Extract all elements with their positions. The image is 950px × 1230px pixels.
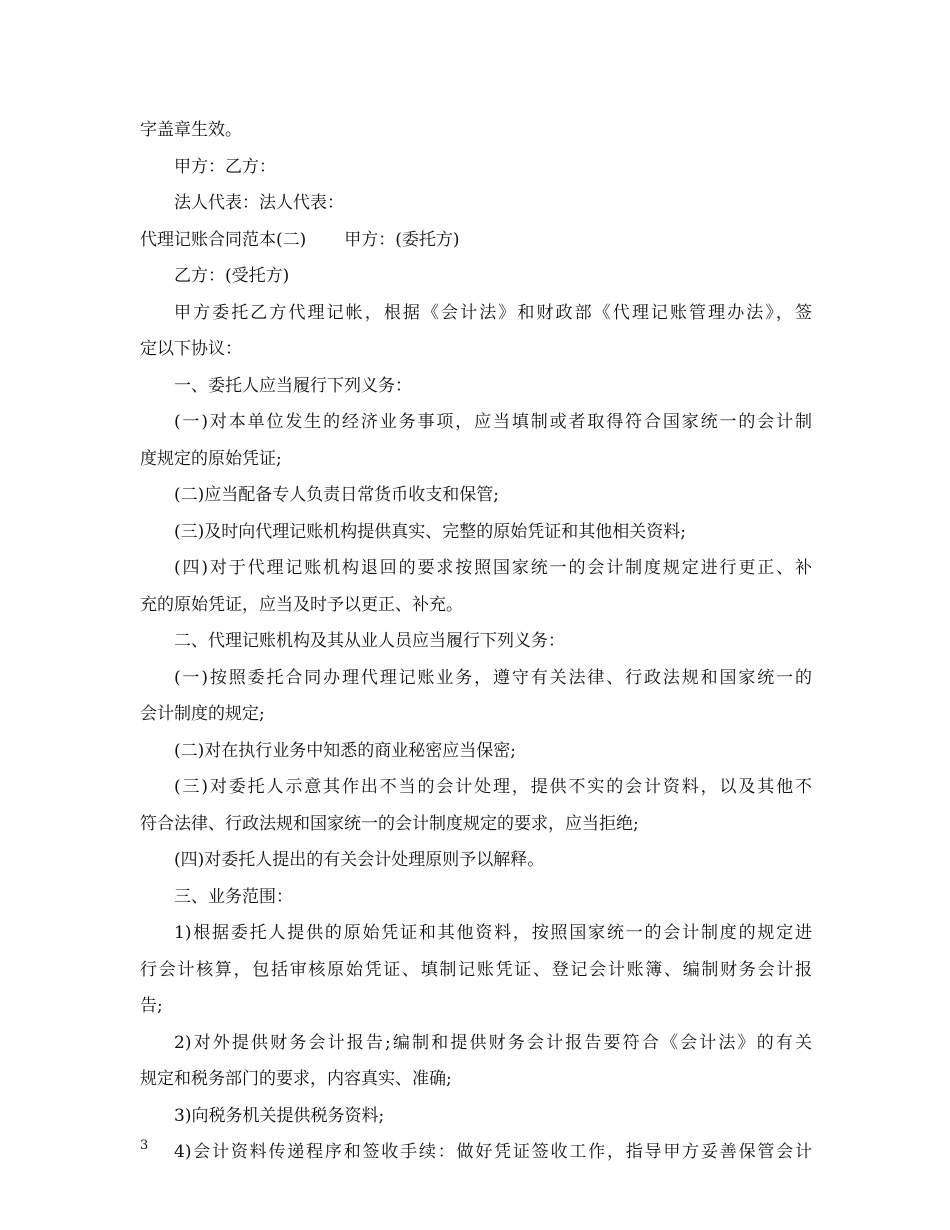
text-line: 告;	[140, 996, 163, 1016]
text-line: 会计制度的规定;	[140, 704, 265, 724]
text-line: 一、委托人应当履行下列义务：	[174, 375, 412, 396]
text-line: 度规定的原始凭证;	[140, 448, 282, 469]
text-line: (二)对在执行业务中知悉的商业秘密应当保密;	[174, 740, 516, 761]
text-line: 符合法律、行政法规和国家统一的会计制度规定的要求，应当拒绝;	[140, 813, 639, 834]
text-line: 乙方：(受托方)	[174, 266, 290, 286]
party-a-delegator: 甲方：(委托方)	[344, 229, 460, 250]
document-body	[140, 112, 812, 1171]
text-line: 2)对外提供财务会计报告;编制和提供财务会计报告要符合《会计法》的有关	[174, 1032, 812, 1053]
text-line: 充的原始凭证，应当及时予以更正、补充。	[140, 594, 463, 615]
text-line: (四)对于代理记账机构退回的要求按照国家统一的会计制度规定进行更正、补	[174, 558, 812, 578]
text-line: 1)根据委托人提供的原始凭证和其他资料，按照国家统一的会计制度的规定进	[174, 923, 812, 943]
text-line: (一)按照委托合同办理代理记账业务，遵守有关法律、行政法规和国家统一的	[174, 667, 812, 688]
text-line: (三)对委托人示意其作出不当的会计处理，提供不实的会计资料，以及其他不	[174, 777, 812, 797]
page-number: 3	[140, 1138, 149, 1153]
contract-title: 代理记账合同范本(二)	[140, 229, 307, 250]
text-line: 行会计核算，包括审核原始凭证、填制记账凭证、登记会计账簿、编制财务会计报	[140, 959, 812, 980]
text-line: (二)应当配备专人负责日常货币收支和保管;	[174, 485, 499, 505]
text-line: 法人代表：法人代表：	[174, 193, 344, 213]
text-line: 3)向税务机关提供税务资料;	[174, 1105, 385, 1126]
text-line	[140, 222, 812, 259]
text-line: 定以下协议：	[140, 339, 242, 359]
text-line: 三、业务范围：	[174, 886, 293, 907]
text-line: 字盖章生效。	[140, 120, 242, 140]
text-line: 甲方：乙方：	[174, 156, 276, 177]
text-line: (一)对本单位发生的经济业务事项，应当填制或者取得符合国家统一的会计制	[174, 412, 812, 432]
text-line: (四)对委托人提出的有关会计处理原则予以解释。	[174, 850, 545, 870]
text-line: 规定和税务部门的要求，内容真实、准确;	[140, 1069, 452, 1089]
text-line: (三)及时向代理记账机构提供真实、完整的原始凭证和其他相关资料;	[174, 521, 686, 542]
text-line: 二、代理记账机构及其从业人员应当履行下列义务：	[174, 631, 565, 651]
text-line: 甲方委托乙方代理记帐，根据《会计法》和财政部《代理记账管理办法》，签	[174, 302, 812, 323]
text-line: 4)会计资料传递程序和签收手续：做好凭证签收工作，指导甲方妥善保管会计	[174, 1142, 812, 1162]
